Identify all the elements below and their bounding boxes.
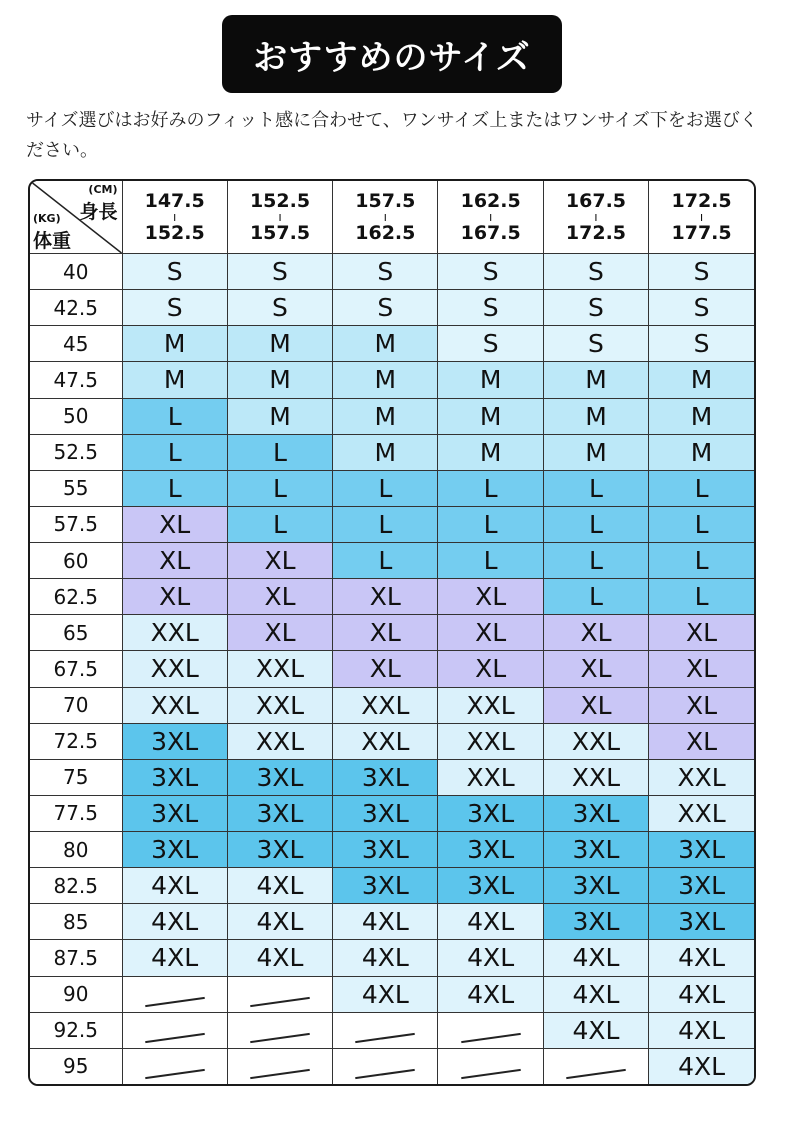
size-cell: M (227, 326, 332, 362)
size-cell: XL (543, 615, 648, 651)
size-cell: 3XL (333, 832, 438, 868)
dash-line-icon (250, 996, 310, 1006)
size-cell: 3XL (649, 832, 754, 868)
not-available-cell (227, 1048, 332, 1084)
table-row (30, 795, 754, 831)
size-cell: L (543, 470, 648, 506)
size-cell: 3XL (227, 795, 332, 831)
size-cell: M (333, 326, 438, 362)
header-row (30, 181, 754, 254)
size-cell: 3XL (438, 832, 543, 868)
size-cell: XXL (333, 723, 438, 759)
title-banner (222, 15, 562, 93)
table-row (30, 434, 754, 470)
size-cell: L (333, 543, 438, 579)
dash-line-icon (355, 1033, 415, 1043)
size-cell: L (543, 579, 648, 615)
size-cell: 4XL (122, 940, 227, 976)
not-available-cell (333, 1012, 438, 1048)
size-cell: XL (227, 579, 332, 615)
table-row (30, 904, 754, 940)
size-cell: XL (122, 506, 227, 542)
size-cell: 4XL (649, 1012, 754, 1048)
weight-cell: 72.5 (30, 723, 122, 759)
table-row (30, 470, 754, 506)
size-cell: L (333, 470, 438, 506)
size-cell: XXL (122, 651, 227, 687)
size-cell: 3XL (122, 795, 227, 831)
dash-line-icon (355, 1069, 415, 1079)
size-cell: M (649, 398, 754, 434)
size-cell: 3XL (333, 868, 438, 904)
size-cell: M (649, 434, 754, 470)
size-cell: L (543, 543, 648, 579)
height-col-header: 172.5 ı 177.5 (649, 181, 754, 254)
size-cell: 3XL (333, 795, 438, 831)
size-cell: M (543, 398, 648, 434)
dash-line-icon (566, 1069, 626, 1079)
size-cell: XXL (543, 723, 648, 759)
size-cell: 3XL (227, 759, 332, 795)
size-cell: XXL (438, 759, 543, 795)
corner-header (30, 181, 122, 254)
weight-label: 体重 (33, 230, 72, 252)
size-cell: M (333, 362, 438, 398)
size-cell: 4XL (438, 904, 543, 940)
size-cell: M (227, 362, 332, 398)
weight-cell: 55 (30, 470, 122, 506)
size-cell: S (438, 326, 543, 362)
table-row (30, 506, 754, 542)
size-cell: XXL (649, 795, 754, 831)
size-cell: L (438, 470, 543, 506)
dash-line-icon (145, 1033, 205, 1043)
size-cell: XL (543, 687, 648, 723)
size-cell: M (649, 362, 754, 398)
page-title: おすすめのサイズ (253, 37, 531, 78)
not-available-cell (122, 1012, 227, 1048)
size-cell: S (438, 290, 543, 326)
size-cell: 4XL (227, 940, 332, 976)
size-cell: L (122, 470, 227, 506)
dash-line-icon (250, 1033, 310, 1043)
size-cell: XL (333, 651, 438, 687)
size-cell: XXL (649, 759, 754, 795)
table-row (30, 651, 754, 687)
weight-cell: 67.5 (30, 651, 122, 687)
size-cell: XL (122, 579, 227, 615)
size-cell: 3XL (543, 795, 648, 831)
size-cell: XL (649, 651, 754, 687)
size-cell: 4XL (333, 904, 438, 940)
size-cell: 3XL (122, 832, 227, 868)
size-cell: XL (333, 615, 438, 651)
table-row (30, 254, 754, 290)
size-cell: S (333, 254, 438, 290)
height-col-header: 157.5 ı 162.5 (333, 181, 438, 254)
size-cell: S (543, 254, 648, 290)
size-cell: 3XL (649, 904, 754, 940)
size-cell: 4XL (543, 976, 648, 1012)
size-cell: L (543, 506, 648, 542)
size-cell: XXL (543, 759, 648, 795)
table-row (30, 940, 754, 976)
weight-cell: 82.5 (30, 868, 122, 904)
size-chart (28, 179, 756, 1086)
size-cell: 3XL (438, 868, 543, 904)
size-cell: 4XL (438, 976, 543, 1012)
size-cell: 3XL (122, 759, 227, 795)
size-cell: 4XL (333, 940, 438, 976)
size-cell: 4XL (333, 976, 438, 1012)
size-cell: M (227, 398, 332, 434)
size-cell: 4XL (122, 868, 227, 904)
size-cell: XL (438, 651, 543, 687)
size-cell: 3XL (122, 723, 227, 759)
table-row (30, 976, 754, 1012)
size-cell: M (438, 362, 543, 398)
size-cell: XL (649, 723, 754, 759)
dash-line-icon (145, 996, 205, 1006)
size-cell: XL (227, 543, 332, 579)
dash-line-icon (145, 1069, 205, 1079)
size-cell: 3XL (543, 904, 648, 940)
size-cell: XL (438, 579, 543, 615)
table-row (30, 832, 754, 868)
not-available-cell (227, 1012, 332, 1048)
table-row (30, 326, 754, 362)
size-cell: 3XL (543, 832, 648, 868)
weight-cell: 60 (30, 543, 122, 579)
weight-cell: 40 (30, 254, 122, 290)
size-cell: 4XL (649, 976, 754, 1012)
weight-cell: 85 (30, 904, 122, 940)
weight-cell: 47.5 (30, 362, 122, 398)
size-cell: L (649, 470, 754, 506)
size-cell: 4XL (438, 940, 543, 976)
size-cell: XL (122, 543, 227, 579)
height-col-header: 162.5 ı 167.5 (438, 181, 543, 254)
table-row (30, 398, 754, 434)
size-cell: XXL (227, 687, 332, 723)
size-cell: L (227, 434, 332, 470)
size-cell: XXL (438, 687, 543, 723)
size-cell: M (438, 434, 543, 470)
table-row (30, 615, 754, 651)
size-cell: 4XL (649, 940, 754, 976)
size-cell: XXL (227, 651, 332, 687)
size-cell: XL (333, 579, 438, 615)
description-text: サイズ選びはお好みのフィット感に合わせて、ワンサイズ上またはワンサイズ下をお選びください。 (26, 110, 758, 161)
size-cell: L (122, 434, 227, 470)
size-cell: M (122, 362, 227, 398)
table-row (30, 290, 754, 326)
size-cell: 3XL (227, 832, 332, 868)
size-cell: 3XL (649, 868, 754, 904)
table-row (30, 868, 754, 904)
size-cell: S (649, 290, 754, 326)
size-cell: S (543, 326, 648, 362)
weight-cell: 65 (30, 615, 122, 651)
size-cell: XL (649, 615, 754, 651)
size-cell: XL (543, 651, 648, 687)
weight-cell: 50 (30, 398, 122, 434)
size-cell: XXL (122, 687, 227, 723)
size-cell: XXL (227, 723, 332, 759)
size-cell: M (438, 398, 543, 434)
size-table (30, 181, 754, 1084)
height-col-header: 147.5 ı 152.5 (122, 181, 227, 254)
size-cell: 4XL (543, 940, 648, 976)
size-cell: S (122, 254, 227, 290)
size-table-body (30, 254, 754, 1085)
weight-cell: 42.5 (30, 290, 122, 326)
size-cell: S (333, 290, 438, 326)
height-col-header: 152.5 ı 157.5 (227, 181, 332, 254)
size-cell: S (227, 290, 332, 326)
size-cell: XL (227, 615, 332, 651)
size-cell: XL (438, 615, 543, 651)
not-available-cell (333, 1048, 438, 1084)
weight-cell: 52.5 (30, 434, 122, 470)
size-cell: 4XL (227, 868, 332, 904)
dash-line-icon (461, 1069, 521, 1079)
dash-line-icon (250, 1069, 310, 1079)
table-row (30, 759, 754, 795)
not-available-cell (543, 1048, 648, 1084)
table-row (30, 723, 754, 759)
weight-unit: (KG) (33, 212, 61, 225)
table-row (30, 579, 754, 615)
not-available-cell (438, 1012, 543, 1048)
size-cell: L (227, 470, 332, 506)
weight-cell: 87.5 (30, 940, 122, 976)
size-cell: XXL (122, 615, 227, 651)
size-cell: S (438, 254, 543, 290)
size-cell: M (122, 326, 227, 362)
table-row (30, 543, 754, 579)
size-cell: XL (649, 687, 754, 723)
size-cell: S (122, 290, 227, 326)
not-available-cell (438, 1048, 543, 1084)
not-available-cell (122, 1048, 227, 1084)
table-row (30, 687, 754, 723)
weight-cell: 70 (30, 687, 122, 723)
size-cell: M (333, 398, 438, 434)
size-cell: 4XL (227, 904, 332, 940)
size-cell: 4XL (122, 904, 227, 940)
size-cell: L (438, 506, 543, 542)
size-cell: L (649, 506, 754, 542)
dash-line-icon (461, 1033, 521, 1043)
size-cell: 4XL (649, 1048, 754, 1084)
size-cell: 3XL (438, 795, 543, 831)
table-row (30, 1012, 754, 1048)
weight-cell: 45 (30, 326, 122, 362)
size-cell: 4XL (543, 1012, 648, 1048)
size-cell: S (227, 254, 332, 290)
size-cell: L (649, 543, 754, 579)
size-cell: XXL (438, 723, 543, 759)
size-cell: S (649, 326, 754, 362)
size-cell: M (543, 362, 648, 398)
size-cell: L (333, 506, 438, 542)
weight-cell: 57.5 (30, 506, 122, 542)
size-cell: M (543, 434, 648, 470)
size-cell: 3XL (333, 759, 438, 795)
size-cell: L (438, 543, 543, 579)
size-cell: L (122, 398, 227, 434)
size-cell: S (543, 290, 648, 326)
table-row (30, 362, 754, 398)
weight-cell: 80 (30, 832, 122, 868)
not-available-cell (227, 976, 332, 1012)
height-label: 身長 (79, 201, 118, 223)
table-row (30, 1048, 754, 1084)
size-cell: L (649, 579, 754, 615)
weight-cell: 92.5 (30, 1012, 122, 1048)
weight-cell: 90 (30, 976, 122, 1012)
height-unit: (CM) (88, 183, 118, 196)
weight-cell: 77.5 (30, 795, 122, 831)
weight-cell: 95 (30, 1048, 122, 1084)
size-cell: 3XL (543, 868, 648, 904)
weight-cell: 75 (30, 759, 122, 795)
weight-cell: 62.5 (30, 579, 122, 615)
not-available-cell (122, 976, 227, 1012)
height-col-header: 167.5 ı 172.5 (543, 181, 648, 254)
size-cell: S (649, 254, 754, 290)
size-cell: L (227, 506, 332, 542)
size-cell: M (333, 434, 438, 470)
size-cell: XXL (333, 687, 438, 723)
